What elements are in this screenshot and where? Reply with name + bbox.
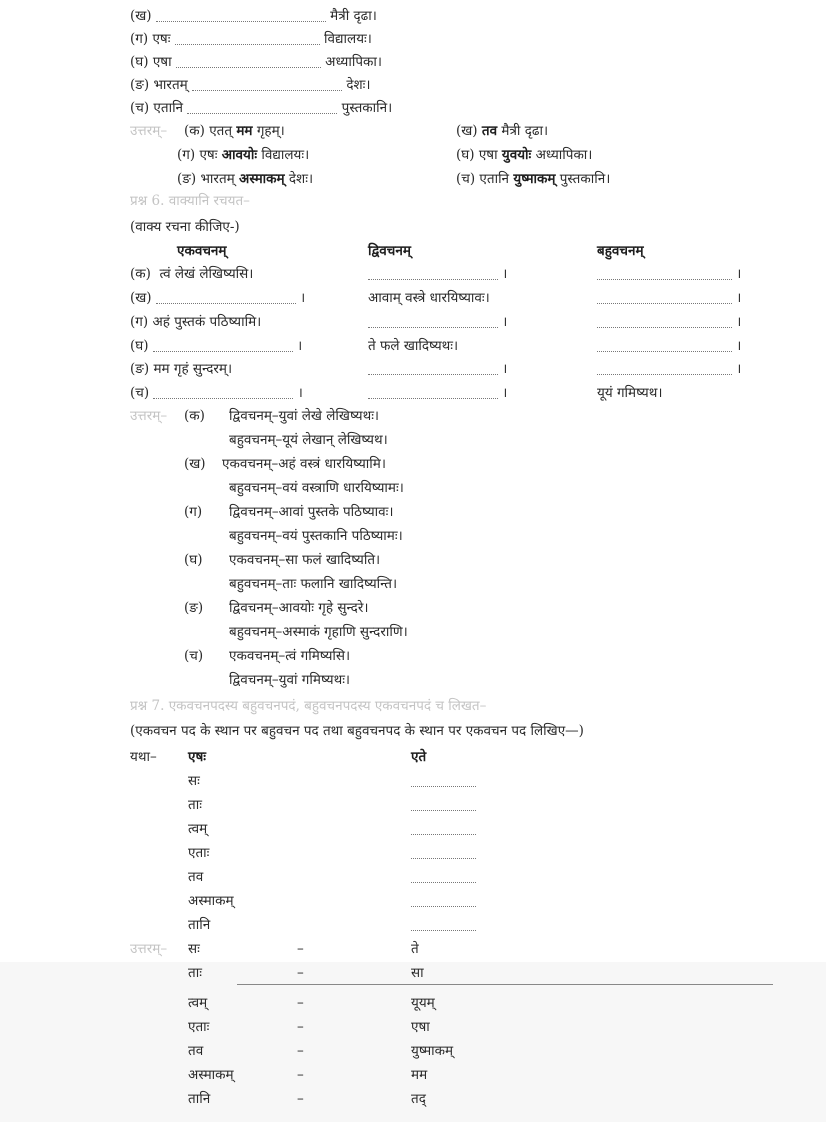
q7-word: एताः xyxy=(188,845,210,861)
q5-answer: (ङ) भारतम् अस्माकम् देशः। xyxy=(177,171,314,187)
q7-word: सः xyxy=(188,773,200,789)
q6-row: (घ) । xyxy=(130,338,303,354)
blank: । xyxy=(368,383,507,403)
q6-answer-line: एकवचनम्–अहं वस्त्रं धारयिष्यामि। xyxy=(222,456,386,472)
blank xyxy=(411,819,476,839)
q5-answer: (घ) एषा युवयोः अध्यापिका। xyxy=(456,147,593,163)
q5-item: (ख) मैत्री दृढा। xyxy=(130,8,377,24)
q6-answer-line: एकवचनम्–त्वं गमिष्यसि। xyxy=(229,648,351,664)
q6-row: (क) त्वं लेखं लेखिष्यसि। xyxy=(130,266,254,282)
q6-row: (ख) । xyxy=(130,290,306,306)
q6-cell: ते फले खादिष्यथः। xyxy=(368,338,459,354)
q6-answer-line: द्विवचनम्–आवयोः गृहे सुन्दरे। xyxy=(229,600,369,616)
q6-cell: आवाम् वस्त्रे धारयिष्यावः। xyxy=(368,290,490,306)
q6-answer-line: बहुवचनम्–यूयं लेखान् लेखिष्यथ। xyxy=(229,432,388,448)
column-header-plural: बहुवचनम् xyxy=(597,243,644,259)
blank xyxy=(411,843,476,863)
blank: । xyxy=(368,312,507,332)
q6-answer-line: बहुवचनम्–अस्माकं गृहाणि सुन्दराणि। xyxy=(229,624,408,640)
q7-answer-word: एताः xyxy=(188,1019,210,1035)
q7-word: अस्माकम् xyxy=(188,893,234,909)
blank: । xyxy=(368,264,507,284)
q7-answer-word: तव xyxy=(188,1043,204,1059)
blank xyxy=(411,867,476,887)
q6-row: (ग) अहं पुस्तकं पठिष्यामि। xyxy=(130,314,262,330)
blank: । xyxy=(368,359,507,379)
q6-row: (ङ) मम गृहं सुन्दरम्। xyxy=(130,361,233,377)
horizontal-rule xyxy=(237,984,773,985)
q6-answer-line: द्विवचनम्–आवां पुस्तके पठिष्यावः। xyxy=(229,504,394,520)
q7-answer-value: युष्माकम् xyxy=(411,1043,454,1059)
q7-answer-word: सः xyxy=(188,941,200,957)
q6-answer-label: (ङ) xyxy=(184,600,204,616)
q7-answer-value: सा xyxy=(411,965,424,981)
blank: । xyxy=(597,359,741,379)
answer-label: उत्तरम्– xyxy=(130,123,168,139)
q5-item: (ङ) भारतम् देशः। xyxy=(130,77,371,93)
dash: – xyxy=(297,1043,304,1059)
q7-word: ताः xyxy=(188,797,202,813)
q6-answer-label: (घ) xyxy=(184,552,203,568)
q7-answer-value: मम xyxy=(411,1067,428,1083)
q6-row: (च) । xyxy=(130,385,303,401)
q7-word: तव xyxy=(188,869,204,885)
q7-answer-word: त्वम् xyxy=(188,995,208,1011)
example-answer: एते xyxy=(411,749,427,765)
blank: । xyxy=(597,312,741,332)
q6-answer-line: बहुवचनम्–ताः फलानि खादिष्यन्ति। xyxy=(229,576,398,592)
q7-answer-word: ताः xyxy=(188,965,202,981)
column-header-singular: एकवचनम् xyxy=(177,243,227,259)
q5-answer: (ग) एषः आवयोः विद्यालयः। xyxy=(177,147,310,163)
q7-answer-value: एषा xyxy=(411,1019,430,1035)
blank: । xyxy=(597,336,741,356)
question-6-title: प्रश्न 6. वाक्यानि रचयत– xyxy=(130,193,250,209)
q6-cell: यूयं गमिष्यथ। xyxy=(597,385,663,401)
blank xyxy=(411,795,476,815)
q7-answer-word: अस्माकम् xyxy=(188,1067,234,1083)
question-7-title: प्रश्न 7. एकवचनपदस्य बहुवचनपदं, बहुवचनपदस्य एकवचनपदं च लिखत– xyxy=(130,698,487,714)
q7-word: त्वम् xyxy=(188,821,208,837)
blank: । xyxy=(597,288,741,308)
q6-answer-label: (क) xyxy=(184,408,205,424)
q6-answer-line: द्विवचनम्–युवां लेखे लेखिष्यथः। xyxy=(229,408,380,424)
q6-answer-line: बहुवचनम्–वयं पुस्तकानि पठिष्यामः। xyxy=(229,528,403,544)
q5-answer: (च) एतानि युष्माकम् पुस्तकानि। xyxy=(456,171,611,187)
q6-answer-label: (च) xyxy=(184,648,204,664)
q7-answer-value: तद् xyxy=(411,1091,426,1107)
q6-answer-label: (ख) xyxy=(184,456,206,472)
q6-answer-line: एकवचनम्–सा फलं खादिष्यति। xyxy=(229,552,381,568)
q5-item: (घ) एषा अध्यापिका। xyxy=(130,54,383,70)
q7-word: तानि xyxy=(188,917,211,933)
dash: – xyxy=(297,1019,304,1035)
example-label: यथा– xyxy=(130,749,157,765)
dash: – xyxy=(297,965,304,981)
q5-item: (च) एतानि पुस्तकानि। xyxy=(130,100,393,116)
dash: – xyxy=(297,1067,304,1083)
q6-answer-label: (ग) xyxy=(184,504,203,520)
dash: – xyxy=(297,1091,304,1107)
answer-label: उत्तरम्– xyxy=(130,408,168,424)
example-word: एषः xyxy=(188,749,206,765)
q6-answer-line: द्विवचनम्–युवां गमिष्यथः। xyxy=(229,672,351,688)
q7-answer-word: तानि xyxy=(188,1091,211,1107)
blank: । xyxy=(597,264,741,284)
dash: – xyxy=(297,941,304,957)
dash: – xyxy=(297,995,304,1011)
column-header-dual: द्विवचनम् xyxy=(368,243,411,259)
q7-answer-value: ते xyxy=(411,941,419,957)
blank xyxy=(411,891,476,911)
q5-answer: (ख) तव मैत्री दृढा। xyxy=(456,123,549,139)
answer-label: उत्तरम्– xyxy=(130,941,168,957)
q5-item: (ग) एषः विद्यालयः। xyxy=(130,31,372,47)
question-7-hint: (एकवचन पद के स्थान पर बहुवचन पद तथा बहुवचनपद के स्थान पर एकवचन पद लिखिए—) xyxy=(130,723,584,739)
q7-answer-value: यूयम् xyxy=(411,995,435,1011)
q6-answer-line: बहुवचनम्–वयं वस्त्राणि धारयिष्यामः। xyxy=(229,480,404,496)
q5-answer: (क) एतत् मम गृहम्। xyxy=(184,123,285,139)
question-6-hint: (वाक्य रचना कीजिए-) xyxy=(130,219,240,235)
blank xyxy=(411,915,476,935)
blank xyxy=(411,771,476,791)
